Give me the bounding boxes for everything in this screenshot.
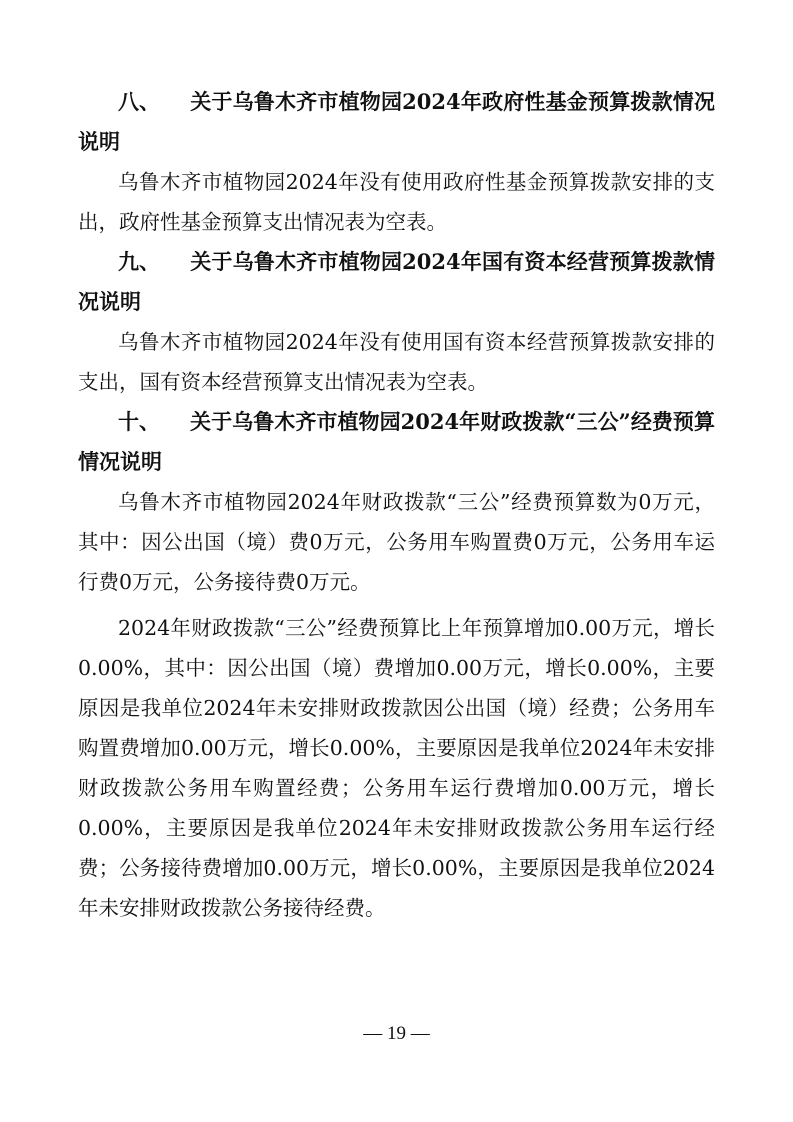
section-title: 关于乌鲁木齐市植物园2024年政府性基金预算拨款情况说明 — [78, 89, 715, 154]
section-title: 关于乌鲁木齐市植物园2024年财政拨款“三公”经费预算情况说明 — [78, 409, 715, 474]
section-8 — [78, 82, 715, 242]
section-heading — [78, 402, 715, 482]
section-9 — [78, 242, 715, 402]
section-title: 关于乌鲁木齐市植物园2024年国有资本经营预算拨款情况说明 — [78, 249, 715, 314]
paragraph: 2024年财政拨款“三公”经费预算比上年预算增加0.00万元，增长0.00%，其中：因公出国（境）费增加0.00万元，增长0.00%，主要原因是我单位2024年未安排财政拨款因公出国（境）经费；公务用车购置费增加0.00万元，增长0.00%，主要原因是我单位2024年未安排财政拨款公务用车购置经费；公务用车运行费增加0.00万元，增长0.00%，主要原因是我单位2024年未安排财政拨款公务用车运行经费；公务接待费增加0.00万元，增长0.00%，主要原因是我单位2024年未安排财政拨款公务接待经费。 — [78, 616, 715, 920]
section-10 — [78, 402, 715, 928]
paragraph: 乌鲁木齐市植物园2024年没有使用国有资本经营预算拨款安排的支出，国有资本经营预算支出情况表为空表。 — [78, 330, 715, 394]
section-number: 十、 — [118, 409, 160, 434]
page-number: — 19 — — [363, 1023, 430, 1044]
paragraph: 乌鲁木齐市植物园2024年没有使用政府性基金预算拨款安排的支出，政府性基金预算支出情况表为空表。 — [78, 170, 715, 234]
section-number: 九、 — [118, 249, 160, 274]
section-heading — [78, 82, 715, 162]
document-body — [78, 82, 715, 928]
section-number: 八、 — [118, 89, 160, 114]
paragraph: 乌鲁木齐市植物园2024年财政拨款“三公”经费预算数为0万元，其中：因公出国（境）费0万元，公务用车购置费0万元，公务用车运行费0万元，公务接待费0万元。 — [78, 490, 715, 594]
section-heading — [78, 242, 715, 322]
